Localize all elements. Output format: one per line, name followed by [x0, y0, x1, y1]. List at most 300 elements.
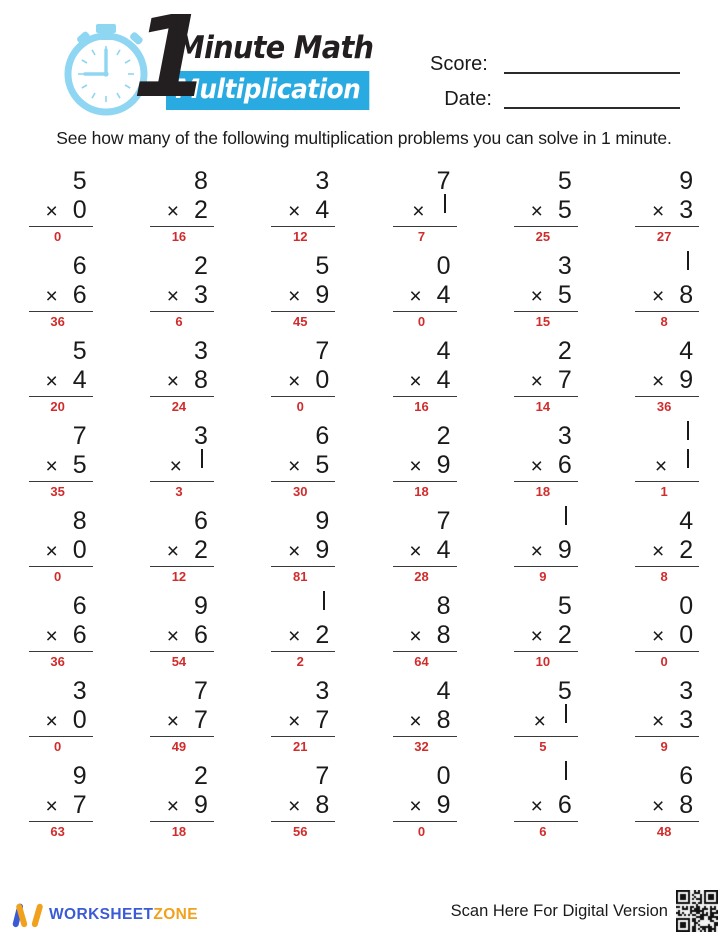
problem-cell [121, 678, 242, 763]
multiplier-row [23, 365, 99, 395]
minute-math-logo [58, 0, 378, 123]
multiplier: 2 [194, 536, 208, 564]
answer-value[interactable]: 6 [175, 314, 183, 329]
multiply-sign-icon: × [651, 285, 665, 308]
answer-value[interactable]: 0 [417, 314, 426, 329]
multiplier-row [23, 450, 99, 480]
multiplicand: 0 [436, 252, 451, 280]
problem-row [0, 678, 728, 763]
answer-value[interactable]: 45 [293, 314, 308, 329]
multiplicand: 8 [194, 167, 208, 195]
multiplicand: 3 [557, 252, 572, 280]
multiplicand: 6 [315, 422, 330, 450]
answer-value[interactable]: 16 [414, 399, 429, 414]
problem-grid [0, 168, 728, 848]
multiplier-row [387, 790, 463, 820]
score-input-line[interactable] [504, 71, 680, 74]
answer-value[interactable]: 27 [656, 229, 672, 244]
answer-value[interactable]: 32 [414, 739, 429, 754]
problem-cell [485, 168, 606, 253]
problem-cell [243, 338, 364, 423]
multiplier: 0 [679, 621, 694, 649]
answer-value[interactable]: 0 [296, 399, 304, 414]
answer-value[interactable]: 64 [414, 654, 429, 669]
multiply-sign-icon: × [288, 625, 301, 648]
multiplier-row [265, 535, 341, 565]
multiplicand: 9 [72, 762, 87, 790]
qr-code-image[interactable] [676, 890, 718, 932]
multiplicand: 6 [72, 592, 87, 620]
multiplier-row [629, 195, 705, 225]
answer-value[interactable]: 24 [171, 399, 187, 414]
problem-cell [606, 763, 727, 848]
answer-value[interactable]: 0 [54, 229, 62, 244]
multiplicand: 3 [194, 337, 208, 365]
problem-cell [121, 168, 242, 253]
multiplicand: 9 [679, 167, 694, 195]
answer-value[interactable]: 0 [54, 569, 62, 584]
multiplier-row [265, 195, 341, 225]
multiplier: 9 [315, 281, 330, 309]
multiplier: 6 [557, 451, 572, 479]
multiply-sign-icon: × [166, 285, 180, 308]
multiplier: 6 [72, 281, 87, 309]
answer-value[interactable]: 5 [539, 739, 547, 754]
multiplier [197, 450, 208, 480]
answer-value[interactable]: 0 [54, 739, 62, 754]
multiplicand: 6 [194, 507, 208, 535]
multiplier: 9 [436, 791, 451, 819]
problem-cell [606, 508, 727, 593]
multiply-sign-icon: × [288, 710, 301, 733]
multiplier-row [265, 790, 341, 820]
multiplier-row [144, 790, 220, 820]
multiply-sign-icon: × [651, 370, 665, 393]
multiplier: 4 [436, 536, 451, 564]
problem-cell [606, 593, 727, 678]
answer-value[interactable]: 3 [175, 484, 183, 499]
multiplicand [508, 763, 584, 790]
multiplier: 7 [194, 706, 208, 734]
score-date-fields [430, 48, 680, 118]
problem-cell [364, 593, 485, 678]
answer-value[interactable]: 7 [417, 229, 426, 244]
multiplier: 8 [679, 791, 694, 819]
multiplicand [629, 253, 705, 280]
multiplier: 0 [72, 706, 87, 734]
date-row [430, 83, 680, 113]
answer-value[interactable]: 49 [171, 739, 187, 754]
answer-value[interactable]: 18 [171, 824, 187, 839]
multiply-sign-icon: × [166, 625, 180, 648]
multiplier: 2 [315, 621, 330, 649]
answer-value[interactable]: 0 [417, 824, 426, 839]
problem-cell [485, 338, 606, 423]
multiplier-row [23, 280, 99, 310]
multiplier: 0 [315, 366, 330, 394]
multiplier: 5 [557, 281, 572, 309]
multiply-sign-icon: × [45, 625, 58, 648]
worksheet-zone-mark-icon [12, 903, 42, 927]
problem-cell [0, 763, 121, 848]
multiply-sign-icon: × [651, 710, 665, 733]
multiply-sign-icon: × [288, 795, 301, 818]
problem-cell [121, 253, 242, 338]
multiplier-row [508, 280, 584, 310]
problem-cell [0, 168, 121, 253]
answer-value[interactable]: 25 [535, 229, 551, 244]
multiplicand: 8 [436, 592, 451, 620]
answer-value[interactable]: 56 [293, 824, 308, 839]
answer-value[interactable]: 14 [535, 399, 551, 414]
worksheet-zone-logo[interactable] [12, 902, 198, 928]
multiply-sign-icon: × [409, 370, 422, 393]
multiplier: 4 [315, 196, 330, 224]
problem-cell [485, 763, 606, 848]
problem-cell [243, 593, 364, 678]
multiplicand: 6 [679, 762, 694, 790]
problem-cell [364, 508, 485, 593]
multiplier-row [629, 535, 705, 565]
multiplicand: 3 [679, 677, 694, 705]
answer-value[interactable]: 10 [535, 654, 551, 669]
multiply-sign-icon: × [45, 285, 58, 308]
date-input-line[interactable] [504, 106, 680, 109]
problem-row [0, 253, 728, 338]
multiplicand: 5 [315, 252, 330, 280]
multiplier: 8 [679, 281, 694, 309]
multiplier [682, 450, 693, 480]
multiplier-row [508, 365, 584, 395]
answer-value[interactable]: 63 [50, 824, 65, 839]
multiply-sign-icon: × [166, 200, 180, 223]
worksheet-header [0, 0, 728, 148]
multiplier: 5 [557, 196, 572, 224]
problem-cell [364, 423, 485, 508]
problem-cell [364, 168, 485, 253]
multiply-sign-icon: × [651, 795, 665, 818]
multiplicand: 4 [679, 337, 694, 365]
multiplier: 3 [194, 281, 208, 309]
multiplicand: 4 [436, 677, 451, 705]
multiplier [561, 705, 572, 735]
logo-title: Minute Math [176, 30, 374, 66]
multiplier: 2 [557, 621, 572, 649]
answer-value[interactable]: 9 [660, 739, 668, 754]
problem-cell [0, 423, 121, 508]
multiplier-row [265, 365, 341, 395]
multiplier: 2 [194, 196, 208, 224]
multiplier-row [508, 535, 584, 565]
multiplicand: 2 [557, 337, 572, 365]
problem-cell [606, 423, 727, 508]
multiplier-row [23, 620, 99, 650]
problem-row [0, 508, 728, 593]
multiplier: 4 [72, 366, 87, 394]
multiplicand: 0 [436, 762, 451, 790]
multiply-sign-icon: × [530, 455, 543, 478]
multiplicand: 7 [315, 762, 330, 790]
multiplicand: 0 [679, 592, 694, 620]
problem-cell [606, 253, 727, 338]
problem-cell [606, 338, 727, 423]
multiplier: 4 [436, 366, 451, 394]
answer-value[interactable]: 28 [414, 569, 429, 584]
problem-cell [121, 423, 242, 508]
problem-cell [121, 338, 242, 423]
brand-secondary: ZONE [153, 906, 199, 923]
multiplicand: 5 [557, 167, 572, 195]
multiplier-row [144, 365, 220, 395]
answer-value[interactable]: 21 [293, 739, 308, 754]
multiplier-row [508, 620, 584, 650]
multiply-sign-icon: × [409, 285, 422, 308]
problem-cell [485, 253, 606, 338]
multiply-sign-icon: × [169, 455, 182, 478]
multiply-sign-icon: × [530, 795, 543, 818]
problem-cell [0, 338, 121, 423]
multiplier-row [23, 790, 99, 820]
multiplier-row [144, 450, 220, 480]
multiply-sign-icon: × [533, 710, 546, 733]
multiplier-row [629, 365, 705, 395]
multiply-sign-icon: × [166, 540, 180, 563]
multiplier: 6 [557, 791, 572, 819]
multiplier-row [508, 790, 584, 820]
multiply-sign-icon: × [530, 200, 543, 223]
multiplier-row [387, 365, 463, 395]
multiplier: 2 [679, 536, 694, 564]
multiplier: 9 [679, 366, 694, 394]
multiplier-row [23, 705, 99, 735]
multiplier-row [629, 705, 705, 735]
multiplier-row [23, 535, 99, 565]
multiplier: 6 [72, 621, 87, 649]
multiplier: 0 [72, 536, 87, 564]
multiplier: 0 [72, 196, 87, 224]
multiplicand: 7 [72, 422, 87, 450]
multiply-sign-icon: × [166, 370, 180, 393]
multiplier-row [144, 620, 220, 650]
problem-row [0, 593, 728, 678]
score-row [430, 48, 680, 78]
problem-row [0, 423, 728, 508]
multiply-sign-icon: × [45, 200, 58, 223]
worksheet-footer [0, 872, 728, 942]
problem-cell [243, 168, 364, 253]
multiplier: 9 [557, 536, 572, 564]
brand-primary: WORKSHEET [49, 906, 154, 923]
multiplier-row [387, 450, 463, 480]
answer-value[interactable]: 36 [656, 399, 672, 414]
multiplier-row [265, 280, 341, 310]
multiplier: 8 [436, 706, 451, 734]
multiplier-row [144, 535, 220, 565]
multiplier-row [508, 195, 584, 225]
problem-row [0, 168, 728, 253]
multiply-sign-icon: × [409, 625, 422, 648]
problem-cell [121, 508, 242, 593]
multiplier: 5 [72, 451, 87, 479]
multiply-sign-icon: × [651, 625, 665, 648]
problem-cell [121, 593, 242, 678]
multiplier-row [629, 280, 705, 310]
logo-number-one: 1 [132, 0, 204, 123]
multiplicand: 3 [315, 167, 330, 195]
multiplicand: 5 [72, 167, 87, 195]
multiply-sign-icon: × [288, 370, 301, 393]
problem-cell [0, 508, 121, 593]
multiplier-row [265, 450, 341, 480]
answer-value[interactable]: 12 [171, 569, 187, 584]
answer-value[interactable]: 0 [660, 654, 668, 669]
multiply-sign-icon: × [651, 540, 665, 563]
multiplicand: 9 [194, 592, 208, 620]
problem-cell [364, 763, 485, 848]
multiplicand [629, 423, 705, 450]
problem-cell [606, 678, 727, 763]
multiplicand: 7 [436, 507, 451, 535]
multiplier-row [23, 195, 99, 225]
answer-value[interactable]: 36 [50, 314, 65, 329]
problem-cell [485, 593, 606, 678]
problem-cell [243, 423, 364, 508]
multiplicand: 5 [557, 677, 572, 705]
multiply-sign-icon: × [45, 795, 58, 818]
answer-value[interactable]: 1 [660, 484, 668, 499]
multiplier: 7 [557, 366, 572, 394]
multiplicand: 9 [315, 507, 330, 535]
problem-row [0, 763, 728, 848]
answer-value[interactable]: 20 [50, 399, 65, 414]
problem-cell [243, 508, 364, 593]
answer-value[interactable]: 6 [539, 824, 547, 839]
multiplier: 9 [194, 791, 208, 819]
answer-value[interactable]: 8 [660, 569, 668, 584]
answer-value[interactable]: 16 [171, 229, 187, 244]
answer-value[interactable]: 2 [296, 654, 304, 669]
problem-cell [243, 253, 364, 338]
multiply-sign-icon: × [45, 370, 58, 393]
answer-value[interactable]: 48 [656, 824, 672, 839]
problem-cell [0, 253, 121, 338]
multiplicand: 3 [72, 677, 87, 705]
answer-value[interactable]: 9 [539, 569, 547, 584]
answer-value[interactable]: 8 [660, 314, 668, 329]
multiplier-row [629, 790, 705, 820]
multiplicand [508, 508, 584, 535]
multiplier-row [265, 705, 341, 735]
problem-cell [0, 593, 121, 678]
multiplicand: 2 [194, 252, 208, 280]
multiplicand: 8 [72, 507, 87, 535]
multiply-sign-icon: × [288, 540, 301, 563]
multiplier: 3 [679, 706, 694, 734]
answer-value[interactable]: 18 [535, 484, 551, 499]
multiply-sign-icon: × [166, 795, 180, 818]
problem-cell [485, 508, 606, 593]
multiplicand: 4 [436, 337, 451, 365]
answer-value[interactable]: 35 [50, 484, 65, 499]
multiplier-row [629, 620, 705, 650]
multiplier-row [387, 535, 463, 565]
answer-value[interactable]: 18 [414, 484, 429, 499]
answer-value[interactable]: 12 [293, 229, 308, 244]
multiplicand: 7 [194, 677, 208, 705]
multiplicand: 5 [557, 592, 572, 620]
scan-digital-version[interactable] [451, 890, 718, 932]
problem-cell [0, 678, 121, 763]
multiplier [440, 195, 451, 225]
problem-cell [364, 678, 485, 763]
multiplier-row [508, 450, 584, 480]
multiply-sign-icon: × [654, 455, 668, 478]
multiply-sign-icon: × [651, 200, 665, 223]
multiplier-row [387, 620, 463, 650]
multiplier: 8 [194, 366, 208, 394]
multiplier-row [265, 620, 341, 650]
answer-value[interactable]: 36 [50, 654, 65, 669]
multiplier-row [387, 705, 463, 735]
multiplicand: 5 [72, 337, 87, 365]
multiplier-row [387, 280, 463, 310]
multiplier: 8 [315, 791, 330, 819]
problem-cell [364, 338, 485, 423]
problem-cell [485, 423, 606, 508]
multiplicand: 7 [436, 167, 451, 195]
multiply-sign-icon: × [409, 795, 422, 818]
multiply-sign-icon: × [409, 455, 422, 478]
multiplicand: 3 [557, 422, 572, 450]
multiplier: 9 [436, 451, 451, 479]
multiply-sign-icon: × [288, 455, 301, 478]
problem-cell [606, 168, 727, 253]
multiplier-row [144, 705, 220, 735]
multiply-sign-icon: × [45, 455, 58, 478]
problem-cell [243, 678, 364, 763]
multiplier: 4 [436, 281, 451, 309]
multiplicand: 2 [436, 422, 451, 450]
multiply-sign-icon: × [530, 285, 543, 308]
answer-value[interactable]: 15 [535, 314, 551, 329]
answer-value[interactable]: 30 [293, 484, 308, 499]
multiplier-row [629, 450, 705, 480]
multiplicand [265, 593, 341, 620]
multiplicand: 2 [194, 762, 208, 790]
problem-cell [243, 763, 364, 848]
answer-value[interactable]: 54 [171, 654, 187, 669]
multiplicand: 6 [72, 252, 87, 280]
problem-row [0, 338, 728, 423]
multiply-sign-icon: × [288, 285, 301, 308]
multiplier-row [387, 195, 463, 225]
multiplier: 8 [436, 621, 451, 649]
multiplier-row [144, 280, 220, 310]
multiply-sign-icon: × [288, 200, 301, 223]
multiplicand: 4 [679, 507, 694, 535]
multiplier: 3 [679, 196, 694, 224]
multiply-sign-icon: × [45, 540, 58, 563]
instruction-text: See how many of the following multiplication problems you can solve in 1 minute. [56, 128, 672, 148]
multiply-sign-icon: × [409, 710, 422, 733]
date-label: Date: [444, 88, 492, 110]
scan-label: Scan Here For Digital Version [450, 901, 668, 920]
multiply-sign-icon: × [530, 625, 543, 648]
worksheet-zone-wordmark [49, 906, 198, 924]
multiplier-row [508, 705, 584, 735]
problem-cell [364, 253, 485, 338]
answer-value[interactable]: 81 [293, 569, 308, 584]
